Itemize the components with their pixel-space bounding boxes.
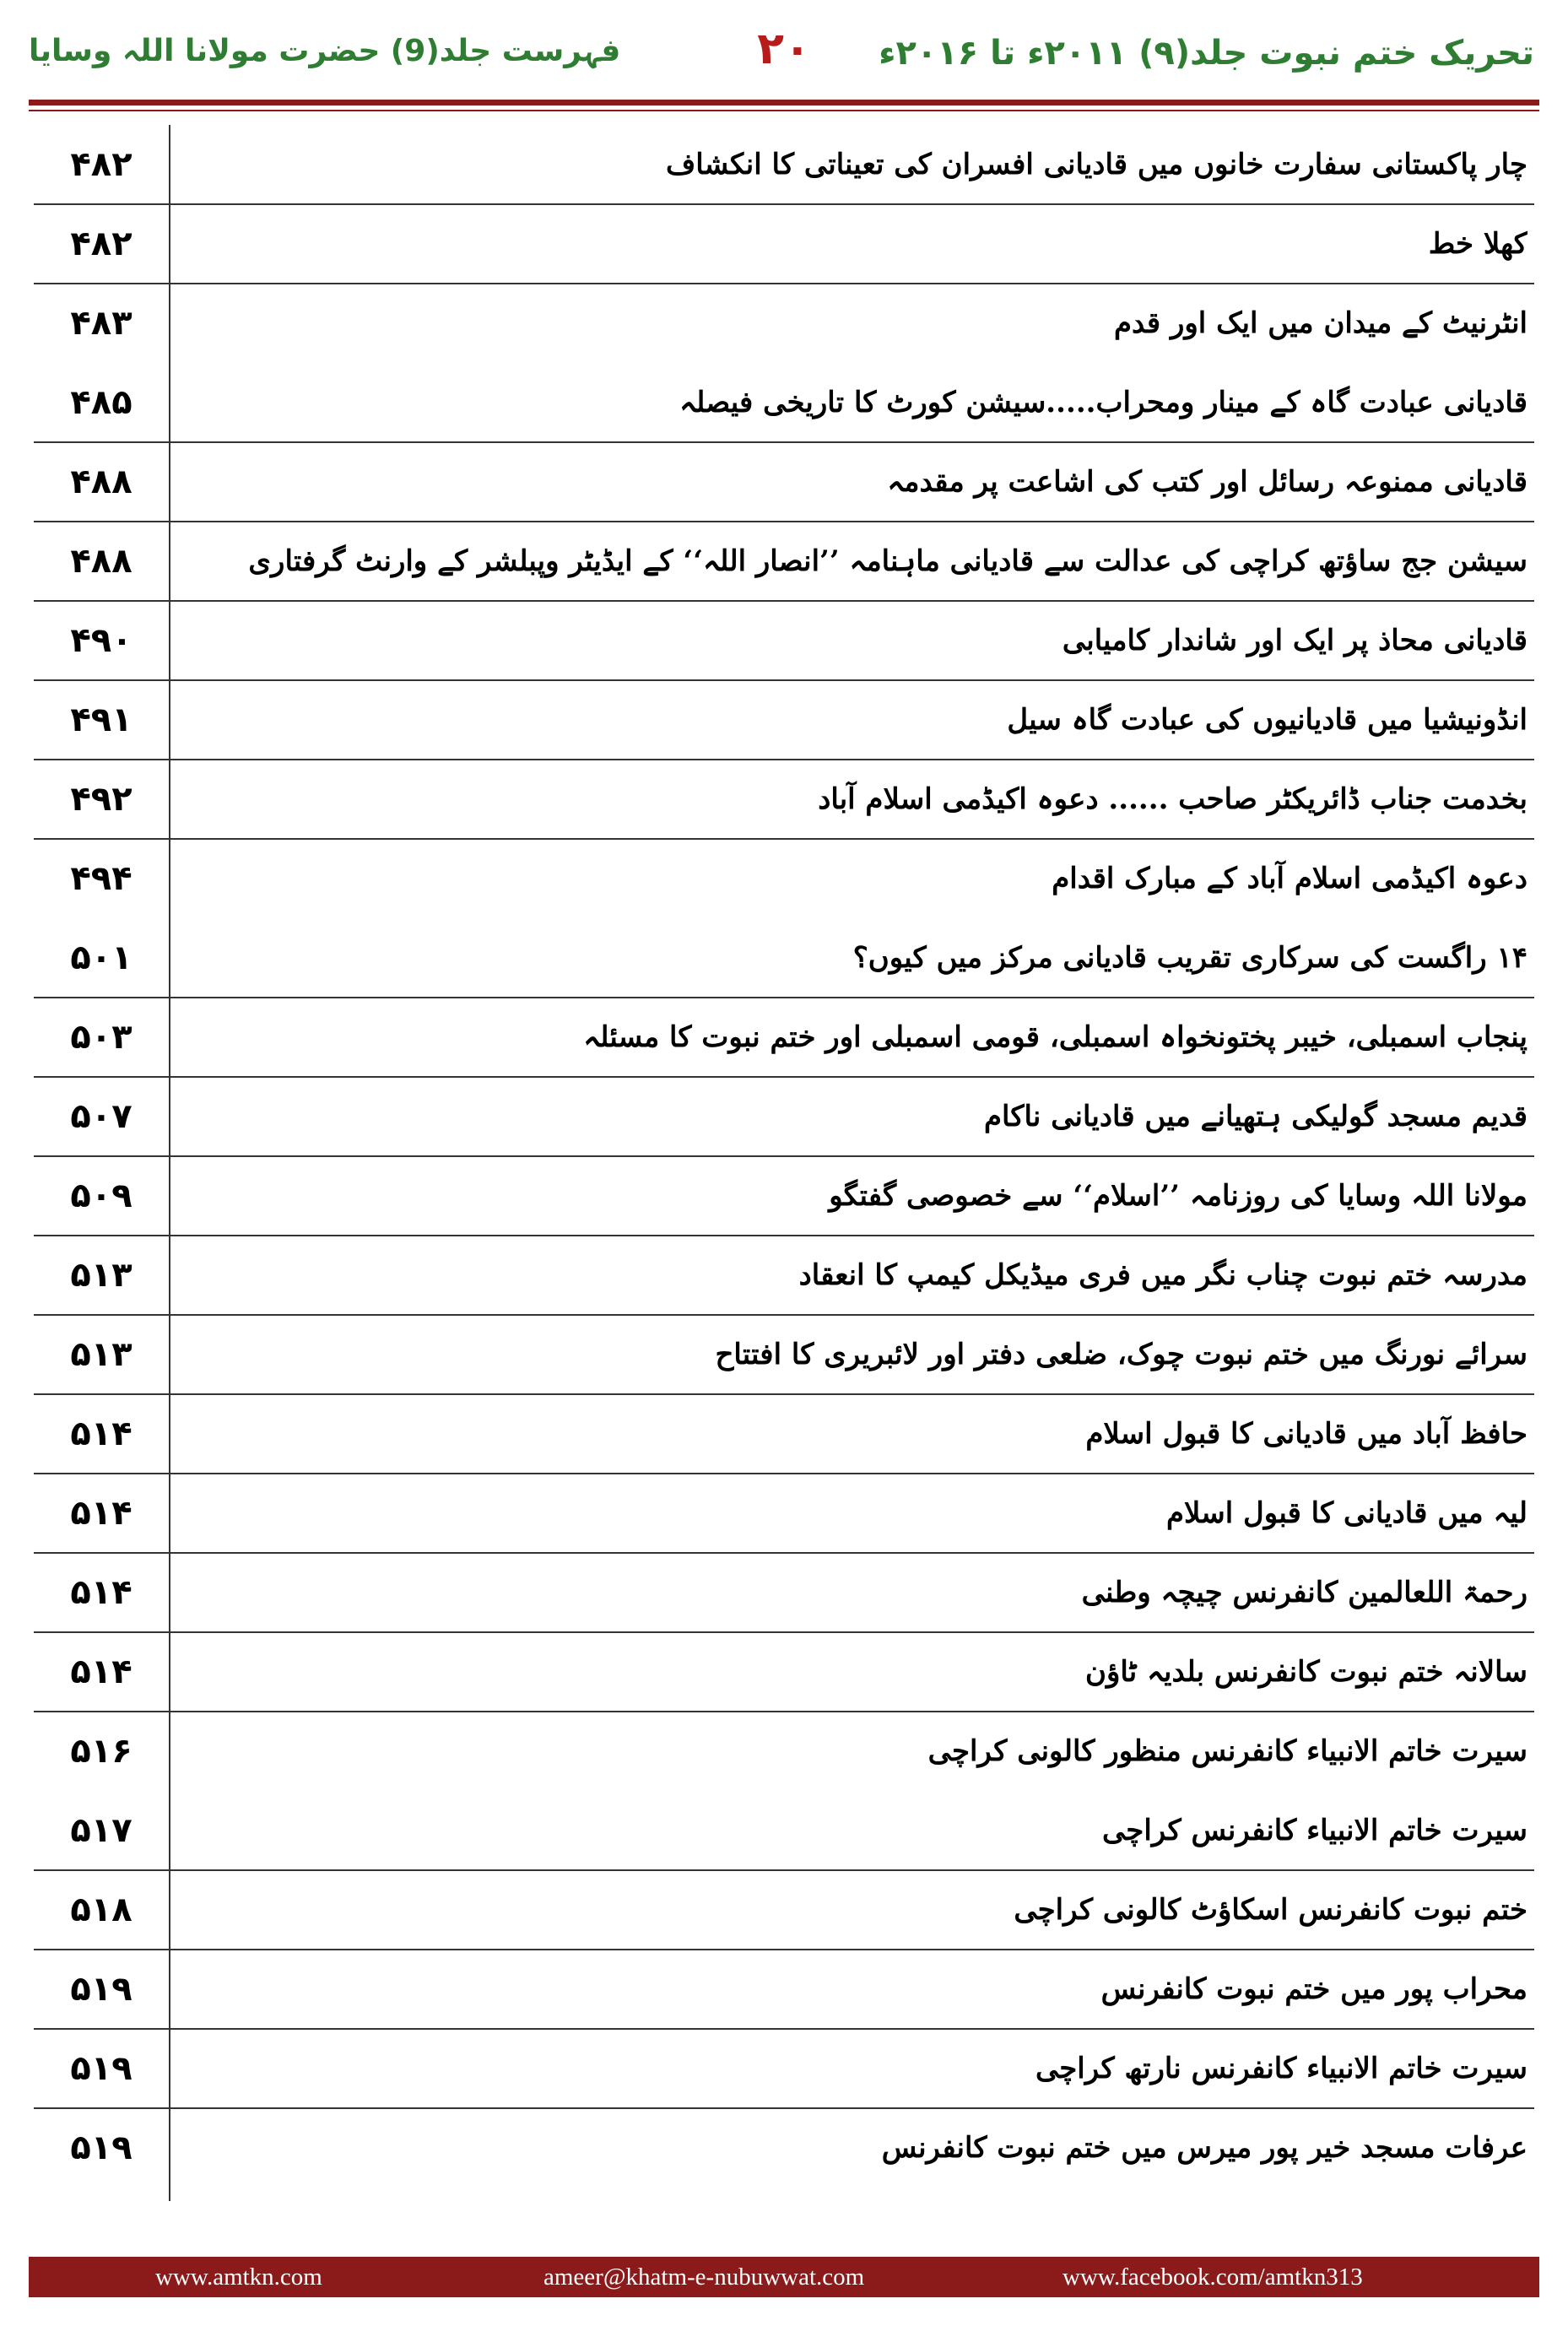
toc-page-number: ۵۱۴	[70, 1573, 132, 1612]
toc-entry	[34, 601, 1534, 680]
toc-page-number: ۵۱۳	[70, 1256, 132, 1295]
row-separator	[34, 2028, 1534, 2030]
toc-page-number: ۴۹۰	[70, 621, 132, 660]
row-separator	[34, 1949, 1534, 1950]
row-separator	[34, 1869, 1534, 1871]
toc-entry	[34, 1077, 1534, 1156]
header-rule-thick	[29, 100, 1539, 105]
table-of-contents	[34, 125, 1534, 2201]
toc-title: لیہ میں قادیانی کا قبول اسلام	[1165, 1496, 1527, 1530]
toc-entry	[34, 442, 1534, 522]
toc-title: پنجاب اسمبلی، خیبر پختونخواہ اسمبلی، قومی اسمبلی اور ختم نبوت کا مسئلہ	[583, 1020, 1527, 1054]
toc-page-number: ۵۰۷	[70, 1097, 132, 1136]
row-separator	[34, 283, 1534, 284]
row-separator	[34, 1631, 1534, 1633]
toc-entry	[34, 1712, 1534, 1791]
toc-title: قدیم مسجد گولیکی ہتھیانے میں قادیانی ناکام	[983, 1100, 1527, 1133]
toc-page-number: ۴۸۳	[70, 304, 132, 343]
toc-title: مولانا اللہ وسایا کی روزنامہ ’’اسلام‘‘ سے خصوصی گفتگو	[829, 1179, 1527, 1213]
toc-entry	[34, 760, 1534, 839]
toc-entry	[34, 2108, 1534, 2188]
toc-title: ختم نبوت کانفرنس اسکاؤٹ کالونی کراچی	[1014, 1893, 1527, 1927]
toc-title: عرفات مسجد خیر پور میرس میں ختم نبوت کانفرنس	[881, 2131, 1527, 2165]
toc-page-number: ۵۰۱	[70, 938, 132, 977]
toc-title: حافظ آباد میں قادیانی کا قبول اسلام	[1085, 1417, 1527, 1451]
row-separator	[34, 1473, 1534, 1474]
row-separator	[34, 1711, 1534, 1712]
toc-entry	[34, 1474, 1534, 1553]
toc-title: چار پاکستانی سفارت خانوں میں قادیانی افسران کی تعیناتی کا انکشاف	[666, 148, 1527, 181]
facebook-link[interactable]: www.facebook.com/amtkn313	[1062, 2264, 1363, 2291]
toc-page-number: ۵۱۹	[70, 1970, 132, 2009]
toc-page-number: ۵۱۹	[70, 2049, 132, 2088]
toc-page-number: ۵۱۴	[70, 1414, 132, 1453]
toc-title: مدرسہ ختم نبوت چناب نگر میں فری میڈیکل کیمپ کا انعقاد	[798, 1258, 1527, 1292]
toc-entry	[34, 522, 1534, 601]
page-footer	[29, 2257, 1539, 2297]
toc-entry	[34, 1632, 1534, 1712]
toc-title: ۱۴ راگست کی سرکاری تقریب قادیانی مرکز میں کیوں؟	[852, 941, 1527, 975]
toc-page-number: ۵۱۴	[70, 1494, 132, 1533]
row-separator	[34, 1235, 1534, 1236]
toc-page-number: ۴۸۲	[70, 145, 132, 184]
toc-entry	[34, 1315, 1534, 1394]
toc-page-number: ۴۸۸	[70, 462, 132, 501]
toc-entry	[34, 284, 1534, 363]
toc-title: قادیانی ممنوعہ رسائل اور کتب کی اشاعت پر مقدمہ	[887, 465, 1527, 499]
toc-entry	[34, 125, 1534, 204]
toc-entry	[34, 1950, 1534, 2029]
row-separator	[34, 679, 1534, 681]
toc-title: محراب پور میں ختم نبوت کانفرنس	[1100, 1972, 1527, 2006]
row-separator	[34, 521, 1534, 522]
page-header	[0, 0, 1568, 101]
row-separator	[34, 441, 1534, 443]
toc-title: سالانہ ختم نبوت کانفرنس بلدیہ ٹاؤن	[1085, 1655, 1527, 1689]
toc-page-number: ۵۱۶	[70, 1732, 132, 1771]
row-separator	[34, 2107, 1534, 2109]
row-separator	[34, 1076, 1534, 1078]
toc-title: دعوہ اکیڈمی اسلام آباد کے مبارک اقدام	[1052, 862, 1527, 895]
toc-title: قادیانی محاذ پر ایک اور شاندار کامیابی	[1062, 624, 1527, 657]
toc-entry	[34, 1156, 1534, 1236]
section-title: فہرست جلد(9) حضرت مولانا اللہ وسایا	[29, 34, 621, 68]
row-separator	[34, 1155, 1534, 1157]
toc-page-number: ۴۹۲	[70, 780, 132, 819]
toc-page-number: ۴۸۸	[70, 542, 132, 581]
toc-page-number: ۵۱۸	[70, 1890, 132, 1929]
row-separator	[34, 600, 1534, 602]
row-separator	[34, 1314, 1534, 1316]
toc-entry	[34, 998, 1534, 1077]
row-separator	[34, 1393, 1534, 1395]
toc-entry	[34, 2029, 1534, 2108]
page-number: ۲۰	[757, 24, 811, 74]
toc-entry	[34, 680, 1534, 760]
toc-page-number: ۵۱۹	[70, 2128, 132, 2167]
row-separator	[34, 838, 1534, 840]
toc-entry	[34, 204, 1534, 284]
toc-entry	[34, 363, 1534, 442]
toc-title: قادیانی عبادت گاہ کے مینار ومحراب.....سیشن کورٹ کا تاریخی فیصلہ	[679, 386, 1527, 419]
toc-title: انٹرنیٹ کے میدان میں ایک اور قدم	[1113, 306, 1527, 340]
toc-page-number: ۴۸۵	[70, 383, 132, 422]
toc-entry	[34, 1791, 1534, 1870]
toc-page-number: ۴۸۲	[70, 224, 132, 263]
row-separator	[34, 997, 1534, 998]
row-separator	[34, 203, 1534, 205]
row-separator	[34, 1552, 1534, 1554]
toc-title: سیرت خاتم الانبیاء کانفرنس نارتھ کراچی	[1035, 2052, 1527, 2085]
header-rule-thin	[29, 110, 1539, 111]
toc-title: سیرت خاتم الانبیاء کانفرنس منظور کالونی کراچی	[927, 1734, 1527, 1768]
toc-entry	[34, 839, 1534, 918]
toc-page-number: ۵۱۴	[70, 1652, 132, 1691]
toc-page-number: ۵۱۷	[70, 1811, 132, 1850]
book-title: تحریک ختم نبوت جلد(۹) ۲۰۱۱ء تا ۲۰۱۶ء	[879, 34, 1534, 73]
toc-title: بخدمت جناب ڈائریکٹر صاحب ...... دعوہ اکیڈمی اسلام آباد	[818, 782, 1527, 816]
email-link[interactable]: ameer@khatm-e-nubuwwat.com	[543, 2264, 865, 2291]
toc-page-number: ۴۹۱	[70, 700, 132, 739]
toc-title: انڈونیشیا میں قادیانیوں کی عبادت گاہ سیل	[1007, 703, 1527, 737]
toc-title: سیرت خاتم الانبیاء کانفرنس کراچی	[1101, 1814, 1527, 1847]
toc-page-number: ۵۰۳	[70, 1018, 132, 1057]
toc-title: سرائے نورنگ میں ختم نبوت چوک، ضلعی دفتر اور لائبریری کا افتتاح	[715, 1338, 1527, 1371]
toc-entry	[34, 1553, 1534, 1632]
row-separator	[34, 759, 1534, 760]
toc-entry	[34, 1394, 1534, 1474]
toc-entry	[34, 918, 1534, 998]
toc-page-number: ۴۹۴	[70, 859, 132, 898]
toc-page-number: ۵۱۳	[70, 1335, 132, 1374]
toc-entry	[34, 1870, 1534, 1950]
toc-entry	[34, 1236, 1534, 1315]
toc-page-number: ۵۰۹	[70, 1176, 132, 1215]
toc-title: رحمۃ اللعالمین کانفرنس چیچہ وطنی	[1081, 1576, 1527, 1609]
website-link[interactable]: www.amtkn.com	[155, 2264, 322, 2291]
toc-title: سیشن جج ساؤتھ کراچی کی عدالت سے قادیانی ماہنامہ ’’انصار اللہ‘‘ کے ایڈیٹر وپبلشر کے وارنٹ گرفتاری	[248, 544, 1527, 578]
toc-title: کھلا خط	[1428, 227, 1527, 261]
